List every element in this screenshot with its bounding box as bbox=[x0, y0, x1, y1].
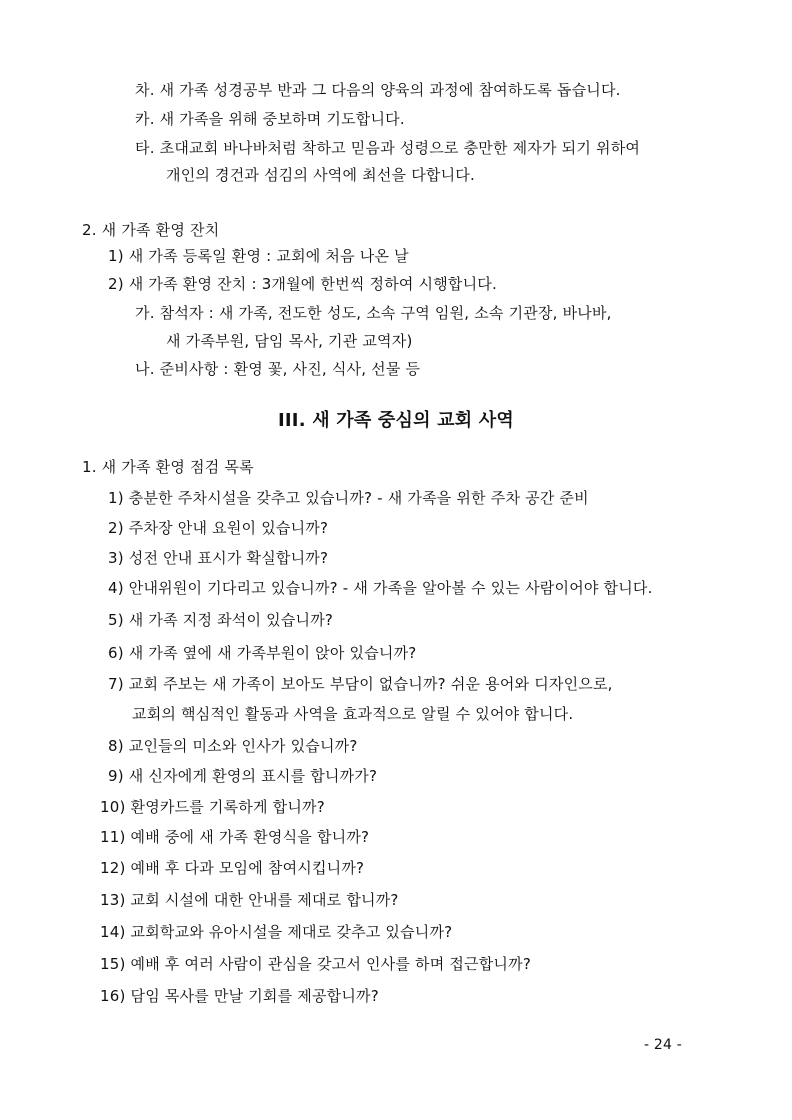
item-cha: 차. 새 가족 성경공부 반과 그 다음의 양육의 과정에 참여하도록 돕습니다. bbox=[135, 81, 621, 99]
checklist-item: 7) 교회 주보는 새 가족이 보아도 부담이 없습니까? 쉬운 용어와 디자인으로, bbox=[108, 675, 613, 693]
section-2-subitem-ga-continued: 새 가족부원, 담임 목사, 기관 교역자) bbox=[166, 332, 413, 350]
section-2-subitem-ga: 가. 참석자 : 새 가족, 전도한 성도, 소속 구역 임원, 소속 기관장, 바나바, bbox=[135, 304, 612, 322]
checklist-item: 2) 주차장 안내 요원이 있습니까? bbox=[108, 519, 329, 537]
checklist-item-continued: 교회의 핵심적인 활동과 사역을 효과적으로 알릴 수 있어야 합니다. bbox=[132, 705, 574, 723]
checklist-item: 8) 교인들의 미소와 인사가 있습니까? bbox=[108, 737, 358, 755]
checklist-item: 16) 담임 목사를 만날 기회를 제공합니까? bbox=[100, 987, 379, 1005]
checklist-item: 5) 새 가족 지정 좌석이 있습니까? bbox=[108, 611, 334, 629]
item-ka: 카. 새 가족을 위해 중보하며 기도합니다. bbox=[135, 110, 405, 128]
checklist-title: 1. 새 가족 환영 점검 목록 bbox=[82, 458, 254, 476]
checklist-item: 4) 안내위원이 기다리고 있습니까? - 새 가족을 알아볼 수 있는 사람이어야 합니다. bbox=[108, 579, 653, 597]
section-2-item-1: 1) 새 가족 등록일 환영 : 교회에 처음 나온 날 bbox=[108, 247, 409, 265]
checklist-item: 9) 새 신자에게 환영의 표시를 합니까가? bbox=[108, 767, 378, 785]
section-2-item-2: 2) 새 가족 환영 잔치 : 3개월에 한번씩 정하여 시행합니다. bbox=[108, 275, 497, 293]
checklist-item: 14) 교회학교와 유아시설을 제대로 갖추고 있습니까? bbox=[100, 923, 453, 941]
checklist-item: 3) 성전 안내 표시가 확실합니까? bbox=[108, 549, 329, 567]
page-number: - 24 - bbox=[643, 1037, 682, 1053]
section-2-title: 2. 새 가족 환영 잔치 bbox=[82, 221, 220, 239]
item-ta-continued: 개인의 경건과 섬김의 사역에 최선을 다합니다. bbox=[166, 166, 475, 184]
checklist-item: 6) 새 가족 옆에 새 가족부원이 앉아 있습니까? bbox=[108, 644, 417, 662]
checklist-item: 13) 교회 시설에 대한 안내를 제대로 합니까? bbox=[100, 891, 399, 909]
section-3-heading: III. 새 가족 중심의 교회 사역 bbox=[278, 410, 514, 431]
checklist-item: 15) 예배 후 여러 사람이 관심을 갖고서 인사를 하며 접근합니까? bbox=[100, 955, 531, 973]
checklist-item: 12) 예배 후 다과 모임에 참여시킵니까? bbox=[100, 859, 365, 877]
checklist-item: 11) 예배 중에 새 가족 환영식을 합니까? bbox=[100, 828, 370, 846]
checklist-item: 1) 충분한 주차시설을 갖추고 있습니까? - 새 가족을 위한 주차 공간 준비 bbox=[108, 489, 589, 507]
checklist-item: 10) 환영카드를 기록하게 합니까? bbox=[100, 798, 325, 816]
section-2-subitem-na: 나. 준비사항 : 환영 꽃, 사진, 식사, 선물 등 bbox=[135, 360, 421, 378]
item-ta: 타. 초대교회 바나바처럼 착하고 믿음과 성령으로 충만한 제자가 되기 위하여 bbox=[135, 139, 641, 157]
